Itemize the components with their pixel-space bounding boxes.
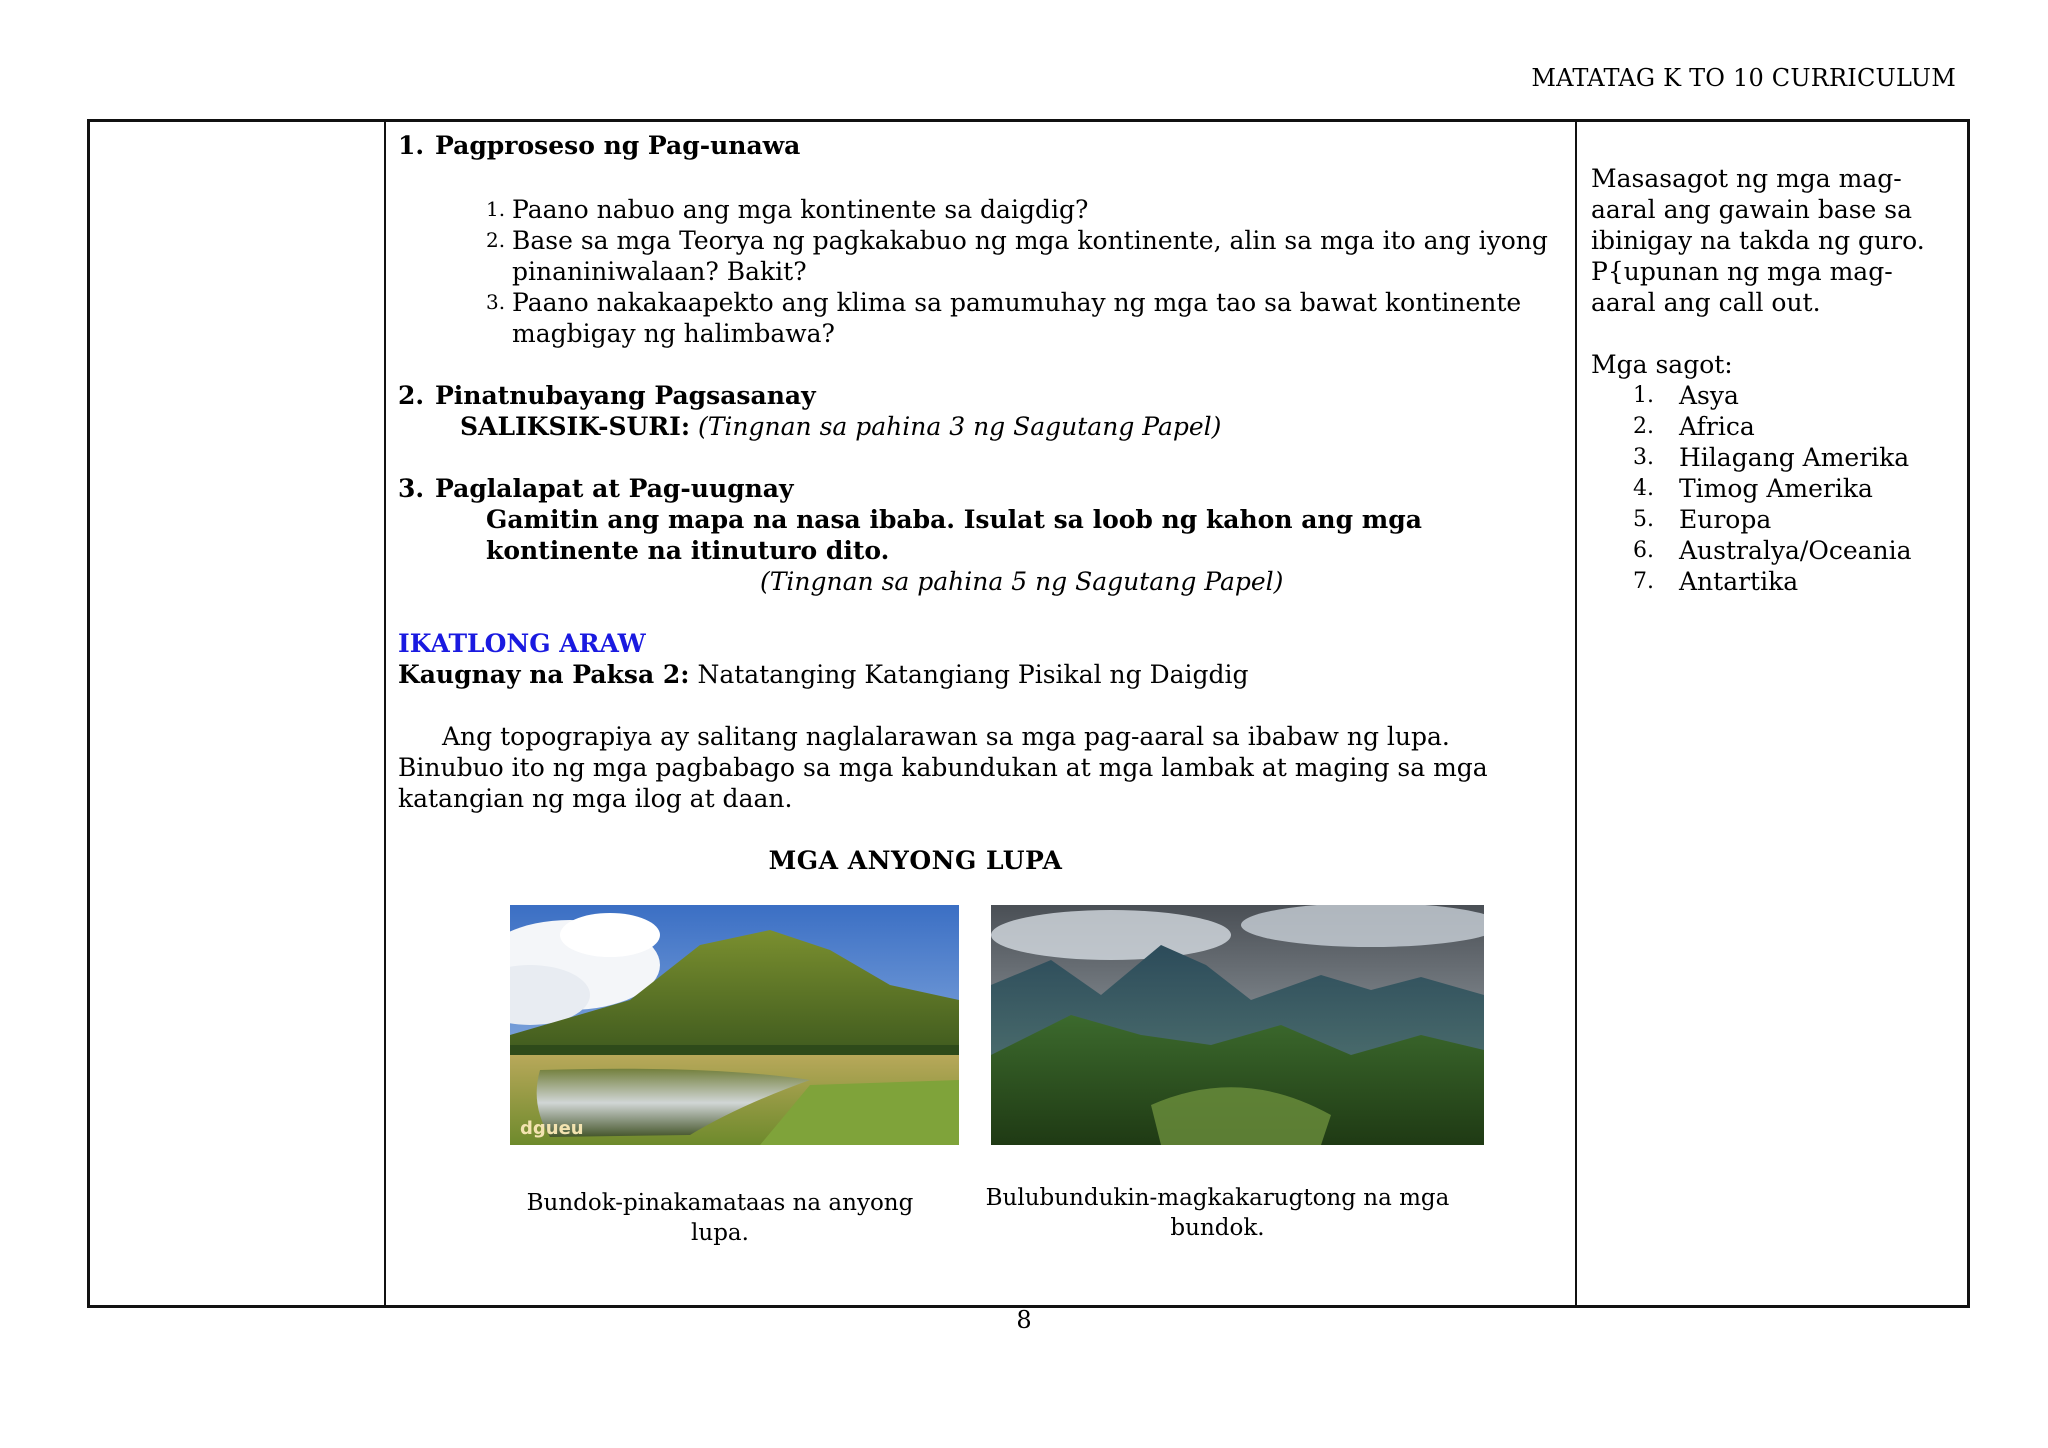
mountain-image [510,905,959,1145]
side-notes [1591,163,1951,597]
topography-paragraph: Ang topograpiya ay salitang naglalarawan sa mga pag-aaral sa ibabaw ng lupa. Binubuo ito ng mga pagbabago sa mga kabundukan at mga lambak at maging sa mga katangian ng mga ilog at daan. [398,722,1488,813]
answer-item: 1. Asya [1633,381,1739,410]
main-content [398,130,1563,876]
answers-label: Mga sagot: [1591,350,1733,379]
mountain-photo [510,905,959,1145]
answer-item: 3. Hilagang Amerika [1633,443,1910,472]
mountain-caption: Bundok-pinakamataas na anyong lupa. [526,1190,914,1246]
teacher-note: Masasagot ng mga mag-aaral ang gawain base sa ibinigay na takda ng guro. P{upunan ng mga mag-aaral ang call out. [1591,164,1925,317]
section2-heading: 2. Pinatnubayang Pagsasanay [398,381,816,410]
section3-reference: (Tingnan sa pahina 5 ng Sagutang Papel) [760,567,1284,596]
day-title: IKATLONG ARAW [398,629,646,658]
curriculum-header: MATATAG K TO 10 CURRICULUM [1531,64,1956,92]
page-number: 8 [1016,1306,1032,1334]
landforms-title: MGA ANYONG LUPA [768,846,1063,875]
answer-list [1633,380,1951,597]
answer-item: 2. Africa [1633,412,1755,441]
answer-item: 6. Australya/Oceania [1633,536,1912,565]
section3-heading: 3. Paglalapat at Pag-uugnay [398,474,794,503]
column-divider-left [384,119,386,1308]
topic-line: Kaugnay na Paksa 2: Natatanging Katangiang Pisikal ng Daigdig [398,660,1249,689]
photo-watermark: dgueu [520,1118,584,1139]
column-divider-right [1575,119,1577,1308]
saliksik-suri-line: SALIKSIK-SURI: (Tingnan sa pahina 3 ng Sagutang Papel) [460,412,1222,441]
question-list [486,194,1563,349]
question-item: 2. Base sa mga Teorya ng pagkakabuo ng mga kontinente, alin sa mga ito ang iyong pinaniniwalaan? Bakit? [486,226,1548,286]
mountain-range-photo [991,905,1484,1145]
question-item: 3. Paano nakakaapekto ang klima sa pamumuhay ng mga tao sa bawat kontinente magbigay ng halimbawa? [486,288,1522,348]
mountain-range-image [991,905,1484,1145]
answer-item: 7. Antartika [1633,567,1799,596]
section1-heading: 1. Pagproseso ng Pag-unawa [398,131,801,160]
question-item: 1. Paano nabuo ang mga kontinente sa daigdig? [486,195,1089,224]
answer-item: 4. Timog Amerika [1633,474,1873,503]
section3-instruction: Gamitin ang mapa na nasa ibaba. Isulat sa loob ng kahon ang mga kontinente na itinuturo dito. [486,505,1422,565]
answer-item: 5. Europa [1633,505,1772,534]
mountain-range-caption: Bulubundukin-magkakarugtong na mga bundok. [985,1185,1450,1241]
